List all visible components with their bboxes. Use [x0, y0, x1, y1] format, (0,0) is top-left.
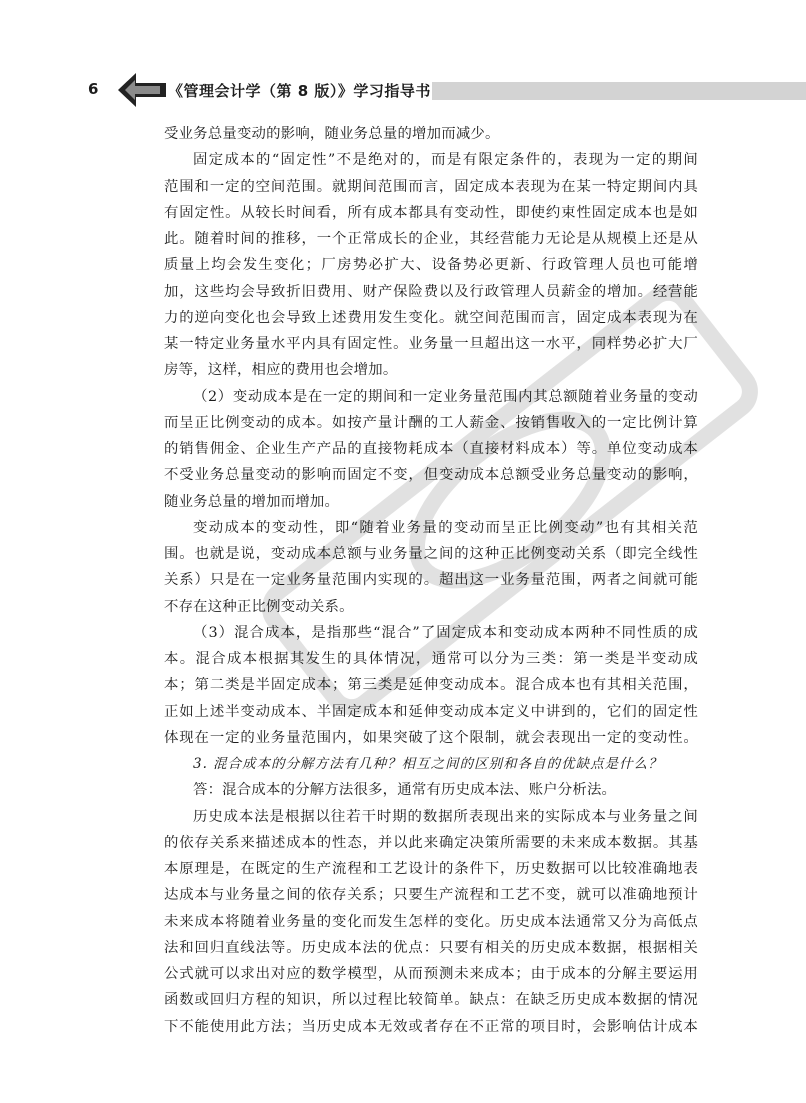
left-arrow-icon — [116, 70, 168, 110]
text-line: 体现在一定的业务量范围内，如果突破了这个限制，就会表现出一定的变动性。 — [164, 729, 698, 746]
text-line: 固定成本的“固定性”不是绝对的，而是有限定条件的，表现为一定的期间 — [193, 152, 698, 169]
text-line: 房等，这样，相应的费用也会增加。 — [164, 362, 398, 379]
page-number: 6 — [88, 80, 99, 98]
body-text — [164, 121, 698, 1040]
text-line: 某一特定业务量水平内具有固定性。业务量一旦超出这一水平，同样势必扩大厂 — [164, 336, 698, 352]
text-line: 公式就可以求出对应的数学模型，从而预测未来成本；由于成本的分解主要运用 — [164, 966, 698, 982]
text-line: 受业务总量变动的影响，随业务总量的增加而减少。 — [164, 126, 500, 142]
text-line: 本。混合成本根据其发生的具体情况，通常可以分为三类：第一类是半变动成 — [164, 651, 698, 667]
text-line: （2）变动成本是在一定的期间和一定业务量范围内其总额随着业务量的变动 — [193, 388, 698, 405]
text-line: 力的逆向变化也会导致上述费用发生变化。就空间范围而言，固定成本表现为在 — [164, 309, 698, 326]
text-line: 达成本与业务量之间的依存关系；只要生产流程和工艺不变，就可以准确地预计 — [164, 887, 698, 904]
text-line: 历史成本法是根据以往若干时期的数据所表现出来的实际成本与业务量之间 — [193, 808, 698, 825]
text-line: 围。也就是说，变动成本总额与业务量之间的这种正比例变动关系（即完全线性 — [164, 546, 698, 562]
text-line: 随业务总量的增加而增加。 — [164, 493, 340, 510]
text-line: 未来成本将随着业务量的变化而发生怎样的变化。历史成本法通常又分为高低点 — [164, 913, 698, 930]
question-heading: 3. 混合成本的分解方法有几种？相互之间的区别和各自的优缺点是什么？ — [193, 756, 663, 772]
text-line: 范围和一定的空间范围。就期间范围而言，固定成本表现为在某一特定期间内具 — [164, 178, 698, 195]
text-line: 有固定性。从较长时间看，所有成本都具有变动性，即使约束性固定成本也是如 — [164, 204, 698, 221]
running-title: 《管理会计学（第 8 版）》学习指导书 — [168, 82, 431, 100]
text-line: 答：混合成本的分解方法很多，通常有历史成本法、账户分析法。 — [193, 782, 617, 799]
text-line: 不存在这种正比例变动关系。 — [164, 598, 354, 615]
text-line: 不受业务总量变动的影响而固定不变，但变动成本总额受业务总量变动的影响， — [164, 467, 698, 484]
text-line: 函数或回归方程的知识，所以过程比较简单。缺点：在缺乏历史成本数据的情况 — [164, 992, 698, 1009]
text-line: 的依存关系来描述成本的性态，并以此来确定决策所需要的未来成本数据。其基 — [164, 834, 698, 851]
text-line: 质量上均会发生变化；厂房势必扩大、设备势必更新、行政管理人员也可能增 — [164, 257, 698, 274]
text-line: 而呈正比例变动的成本。如按产量计酬的工人薪金、按销售收入的一定比例计算 — [164, 414, 698, 431]
text-line: 关系）只是在一定业务量范围内实现的。超出这一业务量范围，两者之间就可能 — [164, 572, 698, 589]
text-line: 正如上述半变动成本、半固定成本和延伸变动成本定义中讲到的，它们的固定性 — [164, 703, 698, 720]
text-line: 变动成本的变动性，即“随着业务量的变动而呈正比例变动”也有其相关范 — [193, 519, 698, 536]
text-line: 本原理是，在既定的生产流程和工艺设计的条件下，历史数据可以比较准确地表 — [164, 861, 698, 877]
text-line: 法和回归直线法等。历史成本法的优点：只要有相关的历史成本数据，根据相关 — [164, 939, 698, 956]
text-line: 的销售佣金、企业生产产品的直接物耗成本（直接材料成本）等。单位变动成本 — [164, 441, 698, 457]
header-bar — [432, 82, 806, 100]
text-line: 下不能使用此方法；当历史成本无效或者存在不正常的项目时，会影响估计成本 — [164, 1018, 698, 1035]
text-line: 此。随着时间的推移，一个正常成长的企业，其经营能力无论是从规模上还是从 — [164, 231, 698, 247]
text-line: 本；第二类是半固定成本；第三类是延伸变动成本。混合成本也有其相关范围， — [164, 677, 698, 694]
text-line: 加，这些均会导致折旧费用、财产保险费以及行政管理人员薪金的增加。经营能 — [164, 283, 698, 300]
page-header — [0, 60, 806, 120]
text-line: （3）混合成本，是指那些“混合”了固定成本和变动成本两种不同性质的成 — [193, 624, 698, 641]
